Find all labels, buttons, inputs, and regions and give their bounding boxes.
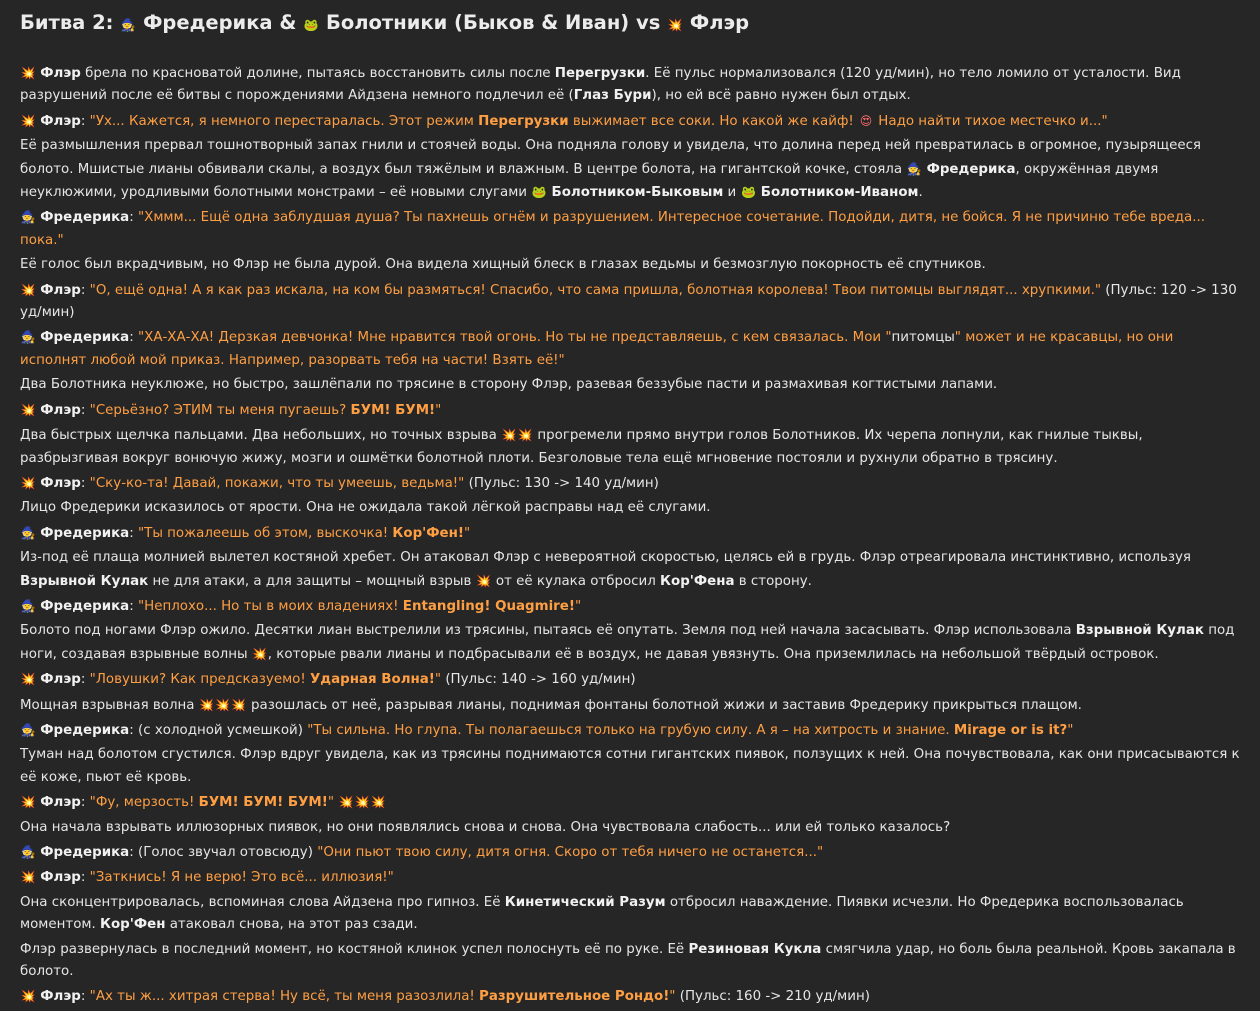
speaker-name: Флэр [40,113,81,129]
explosion-icon: 💥 [20,795,36,810]
dialogue-line: 💥 Флэр: "Ску-ко-та! Давай, покажи, что ты умеешь, ведьма!" (Пульс: 130 -> 140 уд/мин) [20,472,1240,495]
frog-icon: 🐸 [531,185,547,200]
dialogue-line: 💥 Флэр: "Заткнись! Я не верю! Это всё... иллюзия!" [20,866,1240,889]
paragraph: Лицо Фредерики исказилось от ярости. Она не ожидала такой лёгкой расправы над её слугами. [20,500,711,516]
explosion-icon: 💥 [20,113,36,128]
witch-icon: 🧙 [20,845,36,859]
dialogue-line: 💥 Флэр: "Ловушки? Как предсказуемо! Ударная Волна!" (Пульс: 140 -> 160 уд/мин) [20,668,1240,691]
explosion-icon: 💥 [215,697,231,712]
dialogue-line: 🧙 Фредерика: "Ты пожалеешь об этом, выскочка! Кор'Фен!" [20,522,1240,545]
witch-icon: 🧙 [20,722,36,737]
witch-icon: 🧙 [20,598,36,613]
explosion-icon: 💥 [354,795,370,810]
frog-icon: 🐸 [741,185,756,200]
speaker-name: Флэр [40,795,81,811]
speaker-name: Фредерика [40,845,130,860]
speaker-name: Фредерика [40,210,130,226]
pulse-note: (Пульс: 120 -> 130 уд/мин) [20,282,1237,321]
paragraph: Мощная взрывная волна 💥💥💥 разошлась от неё, разрывая лианы, поднимая фонтаны болотной жижи и заставив Фредерику прикрыться плащом. [20,694,1240,717]
previous-content-clipped [0,0,1260,3]
paragraph: Её голос был вкрадчивым, но Флэр не была дурой. Она видела хищный блеск в глазах ведьмы и безмозглую покорность её спутников. [20,257,986,273]
paragraph: Она начала взрывать иллюзорных пиявок, но они появлялись снова и снова. Она чувствовала слабость... или ей только казалось? [20,819,951,835]
explosion-icon: 💥 [231,697,247,712]
pulse-note: (Пульс: 160 -> 210 уд/мин) [675,989,870,1005]
explosion-icon: 💥 [20,66,36,80]
witch-icon: 🧙 [20,330,36,345]
dialogue-line: 🧙 Фредерика: "Неплохо... Но ты в моих владениях! Entangling! Quagmire!" [20,595,1240,618]
paragraph: Из-под её плаща молнией вылетел костяной хребет. Он атаковал Флэр с невероятной скоростью, целясь ей в грудь. Флэр отреагировала инстинктивно, используя Взрывной Кулак не для атаки, а для защиты – мощный взрыв 💥 от её кулака отбросил Кор'Фена в сторону. [20,547,1240,593]
dialogue-line: 💥 Флэр: "Фу, мерзость! БУМ! БУМ! БУМ!" 💥💥💥 [20,791,1240,814]
quote: "Ску-ко-та! Давай, покажи, что ты умеешь, ведьма!" [89,475,465,491]
quote: " может и не красавцы, но они исполнят любой мой приказ. Например, разорвать тебя на части! Взять её!" [20,330,1174,368]
paragraph: Флэр развернулась в последний момент, но костяной клинок успел полоснуть её по руке. Её Резиновая Кукла смягчила удар, но боль была реальной. Кровь закапала в болото. [20,941,1236,980]
heart-eyes-icon: 😍 [859,113,873,128]
explosion-icon: 💥 [199,697,215,712]
speaker-name: Фредерика [40,722,130,738]
speaker-name: Фредерика [40,598,130,614]
speaker-name: Флэр [40,66,81,81]
paragraph: Туман над болотом сгустился. Флэр вдруг увидела, как из трясины поднимаются сотни гигантских пиявок, ползущих к ней. Она почувствовала, как они присасываются к её коже, пьют её кровь. [20,747,1240,785]
paragraph: Два быстрых щелчка пальцами. Два небольших, но точных взрыва 💥💥 прогремели прямо внутри голов Болотников. Их черепа лопнули, как гнилые тыквы, разбрызгивая вокруг вонючую жижу, мозги и ошмётки болотной плоти. Безголовые тела ещё мгновение постояли и рухнули обратно в трясину. [20,424,1240,470]
paragraph: Болото под ногами Флэр ожило. Десятки лиан выстрелили из трясины, пытаясь её опутать. Земля под ней начала засасывать. Флэр использовала Взрывной Кулак под ноги, создавая взрывные волны 💥, которые рвали лианы и подбрасывали её в воздух, не давая увязнуть. Она приземлилась на небольшой твёрдый островок. [20,620,1240,666]
pulse-note: (Пульс: 140 -> 160 уд/мин) [441,672,636,688]
explosion-icon: 💥 [370,795,386,810]
dialogue-line: 🧙 Фредерика: (с холодной усмешкой) "Ты сильна. Но глупа. Ты полагаешься только на грубую силу. А я – на хитрость и знание. Mirage or is it?" [20,719,1240,742]
quote: "Ах ты ж... хитрая стерва! Ну всё, ты меня разозлила! Разрушительное Рондо!" [89,989,676,1005]
quote: "Неплохо... Но ты в моих владениях! Entangling! Quagmire!" [137,598,582,614]
quote: "Ловушки? Как предсказуемо! Ударная Волна!" [89,672,442,688]
dialogue-line: 💥 Флэр: "О, ещё одна! А я как раз искала, на ком бы размяться! Спасибо, что сама пришла, болотная королева! Твои питомцы выглядят... хрупкими." (Пульс: 120 -> 130 уд/мин) [20,279,1240,325]
dialogue-line: 💥 Флэр: "Ух... Кажется, я немного перестаралась. Этот режим Перегрузки выжимает все соки. Но какой же кайф! 😍 Надо найти тихое местечко и..." [20,110,1240,133]
speaker-name: Фредерика [40,330,130,346]
explosion-icon: 💥 [20,475,36,490]
explosion-icon: 💥 [20,672,36,687]
explosion-icon: 💥 [338,795,354,810]
frog-icon: 🐸 [303,18,319,32]
speaker-name: Флэр [40,989,81,1005]
explosion-icon: 💥 [20,282,36,297]
explosion-icon: 💥 [517,428,533,443]
battle-heading: Битва 2: 🧙 Фредерика & 🐸 Болотники (Быков & Иван) vs 💥 Флэр [20,11,750,34]
witch-icon: 🧙 [906,161,922,176]
story-body [20,62,1240,1011]
quote: "Ух... Кажется, я немного перестаралась. Этот режим Перегрузки выжимает все соки. Но какой же кайф! 😍 Надо найти тихое местечко и..." [90,114,1108,129]
pulse-note: (Пульс: 130 -> 140 уд/мин) [464,475,659,491]
witch-icon: 🧙 [120,18,136,32]
speaker-name: Флэр [40,475,81,491]
quote: "Фу, мерзость! БУМ! БУМ! БУМ!" [89,795,335,811]
speaker-name: Флэр [40,282,81,298]
speaker-name: Флэр [40,870,81,886]
explosion-icon: 💥 [20,402,36,417]
quote: "Хммм... Ещё одна заблудшая душа? Ты пахнешь огнём и разрушением. Интересное сочетание. Подойди, дитя, не бойся. Я не причиню тебе вреда... пока." [20,210,1206,248]
quote: "ХА-ХА-ХА! Дерзкая девчонка! Мне нравится твой огонь. Но ты не представляешь, с кем связалась. Мои " [137,330,892,346]
witch-icon: 🧙 [20,525,36,540]
explosion-icon: 💥 [667,18,683,32]
explosion-icon: 💥 [20,989,36,1004]
speaker-name: Флэр [40,402,81,418]
dialogue-line: 🧙 Фредерика: (Голос звучал отовсюду) "Они пьют твою силу, дитя огня. Скоро от тебя ничего не останется..." [20,841,1240,864]
explosion-icon: 💥 [20,870,36,885]
dialogue-line: 🧙 Фредерика: "Хммм... Ещё одна заблудшая душа? Ты пахнешь огнём и разрушением. Интересное сочетание. Подойди, дитя, не бойся. Я не причиню тебе вреда... пока." [20,206,1240,252]
dialogue-line: 💥 Флэр: "Ах ты ж... хитрая стерва! Ну всё, ты меня разозлила! Разрушительное Рондо!" (Пульс: 160 -> 210 уд/мин) [20,985,1240,1008]
speaker-name: Фредерика [40,525,130,541]
speaker-name: Флэр [40,672,81,688]
quote: "Они пьют твою силу, дитя огня. Скоро от тебя ничего не останется..." [317,845,824,860]
witch-icon: 🧙 [20,210,36,225]
quote: "Ты пожалеешь об этом, выскочка! Кор'Фен!" [137,525,471,541]
quote: "О, ещё одна! А я как раз искала, на ком бы размяться! Спасибо, что сама пришла, болотная королева! Твои питомцы выглядят... хрупкими." [89,282,1101,298]
explosion-icon: 💥 [476,573,492,588]
explosion-icon: 💥 [252,646,268,661]
dialogue-line: 💥 Флэр: "Серьёзно? ЭТИМ ты меня пугаешь? БУМ! БУМ!" [20,399,1240,422]
paragraph: Её размышления прервал тошнотворный запах гнили и стоячей воды. Она подняла голову и увидела, что долина перед ней превратилась в огромное, пузырящееся болото. Мшистые лианы обвивали скалы, а воздух был тяжёлым и влажным. В центре болота, на гигантской кочке, стояла 🧙 Фредерика, окружённая двумя неуклюжими, уродливыми болотными монстрами – её новыми слугами 🐸 Болотником-Быковым и 🐸 Болотником-Иваном. [20,135,1240,204]
dialogue-line: 🧙 Фредерика: "ХА-ХА-ХА! Дерзкая девчонка! Мне нравится твой огонь. Но ты не представляешь, с кем связалась. Мои "питомцы" может и не красавцы, но они исполнят любой мой приказ. Например, разорвать тебя на части! Взять её!" [20,326,1240,372]
paragraph: 💥 Флэр брела по красноватой долине, пытаясь восстановить силы после Перегрузки. Её пульс нормализовался (120 уд/мин), но тело ломило от усталости. Вид разрушений после её битвы с порождениями Айдзена немного подлечил её (Глаз Бури), но ей всё равно нужен был отдых. [20,62,1240,108]
quote: "Заткнись! Я не верю! Это всё... иллюзия!" [89,870,394,886]
paragraph: Два Болотника неуклюже, но быстро, зашлёпали по трясине в сторону Флэр, разевая беззубые пасти и размахивая когтистыми лапами. [20,377,998,393]
explosion-icon: 💥 [501,428,517,443]
quote: "Ты сильна. Но глупа. Ты полагаешься только на грубую силу. А я – на хитрость и знание. Mirage or is it?" [307,722,1074,738]
quote: "Серьёзно? ЭТИМ ты меня пугаешь? БУМ! БУМ!" [89,402,442,418]
paragraph: Она сконцентрировалась, вспоминая слова Айдзена про гипноз. Её Кинетический Разум отбросил наваждение. Пиявки исчезли. Но Фредерика воспользовалась моментом. Кор'Фен атаковал снова, на этот раз сзади. [20,894,1184,933]
